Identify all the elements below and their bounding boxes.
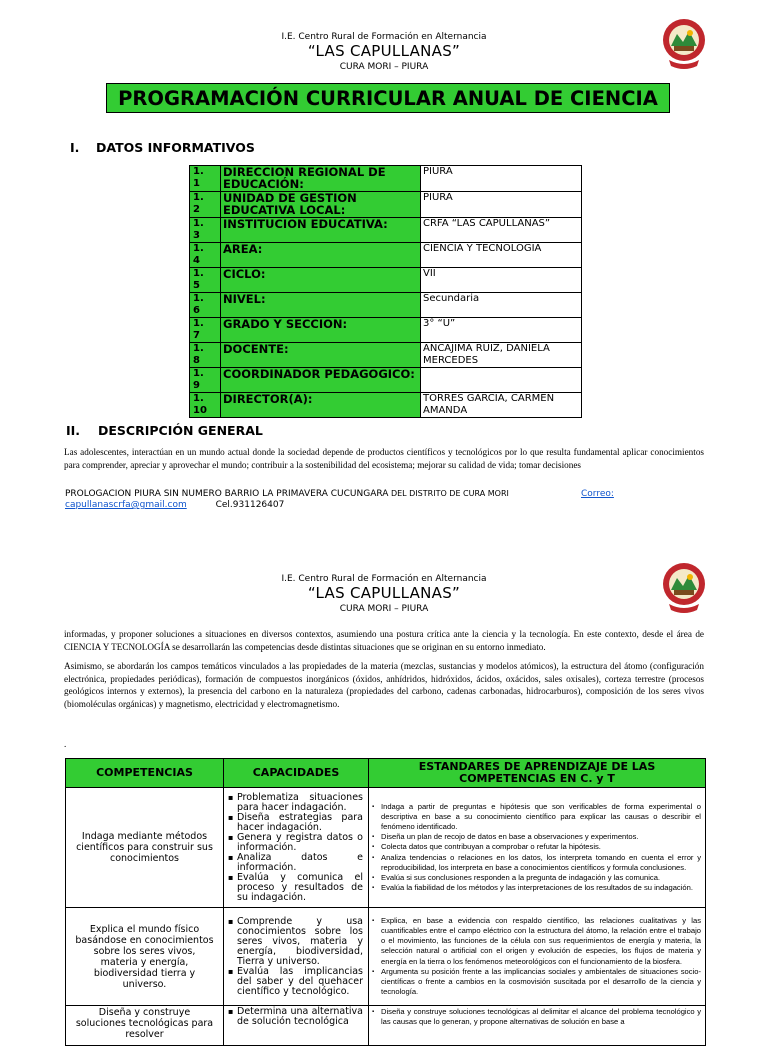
capacidad-item: ▪ Evalúa las implicancias del saber y del quehacer científico y tecnológico.	[237, 967, 363, 997]
info-row-label: DOCENTE:	[221, 343, 421, 368]
info-row	[190, 393, 582, 418]
info-row-value	[421, 368, 582, 393]
estandar-item: ▪ Diseña un plan de recojo de datos en base a observaciones y experimentos.	[381, 832, 701, 842]
section-title-descripcion	[66, 423, 263, 438]
info-row	[190, 293, 582, 318]
info-row-label: UNIDAD DE GESTION EDUCATIVA LOCAL:	[221, 192, 421, 218]
info-row-label: NIVEL:	[221, 293, 421, 318]
info-row	[190, 192, 582, 218]
footer-district: DEL DISTRITO DE CURA MORI	[388, 489, 509, 498]
header-capacidades: CAPACIDADES	[224, 759, 369, 788]
info-row	[190, 268, 582, 293]
info-row-number: 1. 1	[190, 166, 221, 192]
competencia-text: Explica el mundo físico basándose en conocimientos sobre los seres vivos, materia y energía, biodiversidad tierra y universo.	[75, 923, 214, 990]
school-logo-icon	[661, 560, 707, 614]
competencias-table	[65, 758, 706, 1046]
school-name-2: “LAS CAPULLANAS”	[307, 584, 461, 602]
estandares-cell	[369, 908, 706, 1006]
estandares-list	[370, 1007, 704, 1027]
estandares-cell	[369, 1006, 706, 1046]
capacidad-item: ▪ Analiza datos e información.	[237, 853, 363, 873]
info-row-label: COORDINADOR PEDAGOGICO:	[221, 368, 421, 393]
institution-line: I.E. Centro Rural de Formación en Alternancia	[281, 32, 487, 42]
estandares-cell	[369, 788, 706, 908]
info-row-number: 1. 6	[190, 293, 221, 318]
school-name: “LAS CAPULLANAS”	[307, 42, 461, 60]
school-location-2: CURA MORI – PIURA	[339, 604, 429, 614]
estandar-item: ▪ Analiza tendencias o relaciones en los datos, los interpreta tomando en cuenta el error y reproducibilidad, los interpreta en base a conocimientos científicos y formula conclusiones.	[381, 853, 701, 873]
info-table	[189, 165, 582, 418]
competencia-row	[66, 908, 706, 1006]
estandar-item: ▪ Explica, en base a evidencia con respaldo científico, las relaciones cualitativas y las cuantificables entre el campo eléctrico con la estructura del átomo, la relación entre el trabajo o el movimiento, las funciones de la célula con sus requerimientos de energía y materia, la selección natural o artificial con el origen y evolución de especies, los flujos de materia y energía en la tierra o los fenómenos meteorológicos con el funcionamiento de la biosfera.	[381, 916, 701, 967]
capacidad-item: ▪ Diseña estrategias para hacer indagación.	[237, 813, 363, 833]
info-row-value: PIURA	[421, 192, 582, 218]
info-row-number: 1. 8	[190, 343, 221, 368]
estandar-item: ▪ Indaga a partir de preguntas e hipótesis que son verificables de forma experimental o descriptiva en base a su conocimiento científico para explicar las causas o describir el fenómeno identificado.	[381, 802, 701, 833]
estandar-item: ▪ Argumenta su posición frente a las implicancias sociales y ambientales de situaciones socio-científicas o frente a cambios en la cosmovisión suscitada por el desarrollo de la ciencia y tecnología.	[381, 967, 701, 998]
info-row-number: 1. 10	[190, 393, 221, 418]
capacidades-cell	[224, 908, 369, 1006]
info-row-label: INSTITUCION EDUCATIVA:	[221, 218, 421, 243]
description-paragraph-2: informadas, y proponer soluciones a situaciones en diversos contextos, asumiendo una postura crítica ante la ciencia y la tecnología. En este contexto, desde el área de CIENCIA Y TECNOLOGÍA se desarrollarán las competencias desde distintas situaciones que se originan en su entorno inmediato.	[64, 629, 704, 652]
capacidades-cell	[224, 788, 369, 908]
info-row-number: 1. 9	[190, 368, 221, 393]
info-row-label: DIRECCION REGIONAL DE EDUCACIÓN:	[221, 166, 421, 192]
info-row-label: DIRECTOR(A):	[221, 393, 421, 418]
info-row	[190, 166, 582, 192]
info-row-value: CIENCIA Y TECNOLOGIA	[421, 243, 582, 268]
estandares-list	[370, 802, 704, 894]
institution-line-2: I.E. Centro Rural de Formación en Alternancia	[281, 574, 487, 584]
footer-address: PROLOGACION PIURA SIN NUMERO BARRIO LA PRIMAVERA CUCUNGARA	[65, 489, 389, 499]
section-number: I.	[70, 140, 80, 155]
info-row	[190, 368, 582, 393]
section-title-datos	[70, 140, 255, 155]
info-row-number: 1. 2	[190, 192, 221, 218]
header-estandares: ESTANDARES DE APRENDIZAJE DE LAS COMPETENCIAS EN C. y T	[369, 759, 706, 788]
capacidad-item: ▪ Comprende y usa conocimientos sobre los seres vivos, materia y energía, biodiversidad, Tierra y universo.	[237, 917, 363, 967]
school-logo-icon	[661, 16, 707, 70]
section-number: II.	[66, 423, 81, 438]
capacidad-item: ▪ Problematiza situaciones para hacer indagación.	[237, 793, 363, 813]
capacidad-item: ▪ Genera y registra datos o información.	[237, 833, 363, 853]
competencia-text: Diseña y construye soluciones tecnológicas para resolver	[75, 1007, 214, 1040]
estandar-item: ▪ Evalúa si sus conclusiones responden a la pregunta de indagación y las comunica.	[381, 873, 701, 883]
description-paragraph-3: Asimismo, se abordarán los campos temáticos vinculados a las propiedades de la materia (mezclas, sustancias y modelos atómicos), la estructura del átomo (configuración electrónica, propiedades periódicas), formación de compuestos inorgánicos (óxidos, anhídridos, hidróxidos, ácidos, oxácidos, sales oxisales), corteza terrestre (procesos geológicos internos y externos), la presencia del carbono en la naturaleza (propiedades del carbono, cadenas carbonadas, hidrocarburos), composición de los seres vivos (biomoléculas orgánicas) y magnetismo, electricidad y electromagnetismo.	[64, 661, 704, 709]
page-footer	[65, 489, 705, 510]
info-row-value: ANCAJIMA RUIZ, DANIELA MERCEDES	[421, 343, 582, 368]
competencia-text: Indaga mediante métodos científicos para construir sus conocimientos	[76, 831, 213, 864]
info-row-value: TORRES GARCIA, CARMEN AMANDA	[421, 393, 582, 418]
info-row	[190, 218, 582, 243]
info-row	[190, 243, 582, 268]
description-paragraph-1: Las adolescentes, interactúan en un mundo actual donde la sociedad depende de productos científicos y tecnológicos por lo que resulta fundamental aplicar conocimientos para comprender, apreciar y aprovechar el mundo; contribuir a la sostenibilidad del ecosistema; mejorar su calidad de vida; tomar decisiones	[64, 447, 704, 470]
estandar-item: ▪ Colecta datos que contribuyan a comprobar o refutar la hipótesis.	[381, 842, 701, 852]
estandar-item: ▪ Evalúa la fiabilidad de los métodos y las interpretaciones de los resultados de su indagación.	[381, 883, 701, 893]
footer-email-link[interactable]: capullanascrfa@gmail.com	[65, 500, 187, 510]
capacidad-item: ▪ Determina una alternativa de solución tecnológica	[237, 1007, 363, 1027]
capacidades-cell	[224, 1006, 369, 1046]
competencia-cell	[66, 1006, 224, 1046]
competencia-row	[66, 1006, 706, 1046]
capacidades-list	[225, 917, 367, 997]
info-row-label: AREA:	[221, 243, 421, 268]
competencia-row	[66, 788, 706, 908]
info-row-label: GRADO Y SECCION:	[221, 318, 421, 343]
stray-dot: .	[64, 739, 67, 749]
info-row	[190, 343, 582, 368]
footer-phone: Cel.931126407	[215, 500, 285, 510]
info-row-value: Secundaria	[421, 293, 582, 318]
info-row-value: 3° “U”	[421, 318, 582, 343]
info-row-label: CICLO:	[221, 268, 421, 293]
info-row-number: 1. 5	[190, 268, 221, 293]
info-row-number: 1. 7	[190, 318, 221, 343]
info-row-value: PIURA	[421, 166, 582, 192]
footer-correo-link[interactable]: Correo:	[581, 489, 614, 499]
estandares-list	[370, 916, 704, 998]
section-heading: DATOS INFORMATIVOS	[96, 140, 255, 155]
capacidad-item: ▪ Evalúa y comunica el proceso y resultados de su indagación.	[237, 873, 363, 903]
capacidades-list	[225, 1007, 367, 1027]
competencia-cell	[66, 908, 224, 1006]
info-row-number: 1. 4	[190, 243, 221, 268]
section-heading: DESCRIPCIÓN GENERAL	[98, 423, 263, 438]
capacidades-list	[225, 793, 367, 903]
info-row-value: CRFA “LAS CAPULLANAS”	[421, 218, 582, 243]
estandar-item: ▪ Diseña y construye soluciones tecnológicas al delimitar el alcance del problema tecnológico y las causas que lo generan, y propone alternativas de solución en base a	[381, 1007, 701, 1027]
header-competencias: COMPETENCIAS	[66, 759, 224, 788]
info-row	[190, 318, 582, 343]
info-row-value: VII	[421, 268, 582, 293]
competencia-cell	[66, 788, 224, 908]
school-location: CURA MORI – PIURA	[339, 62, 429, 72]
info-row-number: 1. 3	[190, 218, 221, 243]
main-title: PROGRAMACIÓN CURRICULAR ANUAL DE CIENCIA	[106, 83, 670, 113]
